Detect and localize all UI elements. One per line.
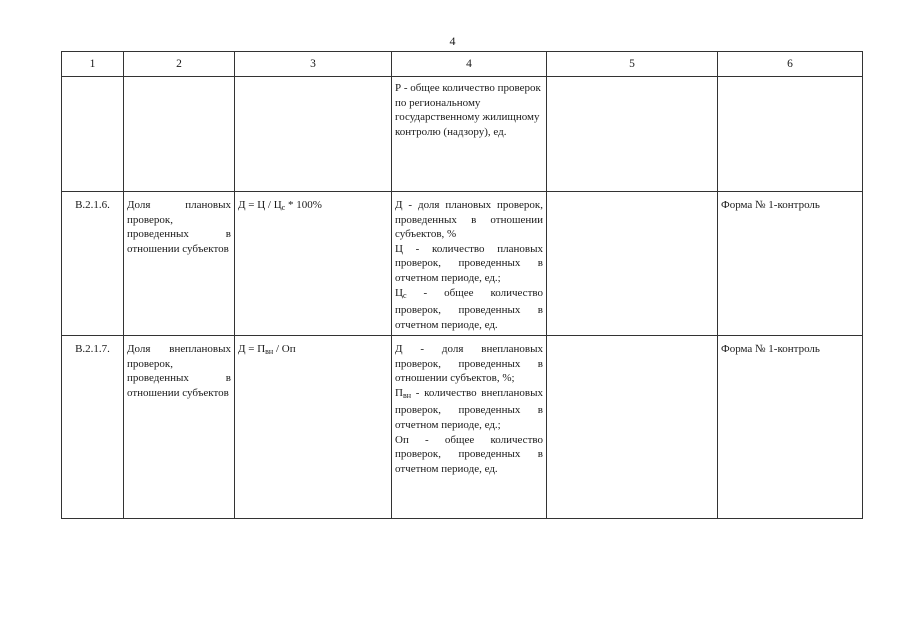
table-row [62,336,863,519]
page-number: 4 [449,34,456,48]
symbol-subscript: с [402,290,407,300]
indicator-formula [235,192,392,336]
table-cell [718,77,863,192]
header-cell: 5 [547,52,718,77]
table-cell [62,77,124,192]
definition-line: Д - доля плановых проверок, проведенных в отношении субъектов, % [395,199,543,241]
header-cell: 4 [392,52,547,77]
table-cell [547,336,718,519]
table-row [62,77,863,192]
table-cell [547,77,718,192]
definition-cell: Р - общее количество проверок по региональному государственному жилищному контролю (надзору), ед. [392,77,547,192]
table-cell [547,192,718,336]
indicators-table [61,51,863,519]
header-cell: 1 [62,52,124,77]
formula-text: / Оп [273,343,296,355]
definition-line [395,286,543,333]
symbol: П [395,386,403,399]
formula-subscript: с [281,203,286,212]
formula-text: * 100% [285,199,322,211]
table-header-row [62,52,863,77]
indicator-code: В.2.1.7. [62,336,124,519]
source-cell: Форма № 1-контроль [718,192,863,336]
formula-text: Д = П [238,343,266,355]
definition-cell [392,192,547,336]
header-cell: 3 [235,52,392,77]
table-row [62,192,863,336]
formula-text: Д = Ц / Ц [238,199,282,211]
header-cell: 6 [718,52,863,77]
header-cell: 2 [124,52,235,77]
symbol: Ц [395,286,403,299]
symbol-subscript: вн [402,390,412,400]
definition-cell [392,336,547,519]
definition-line [395,386,543,433]
definition-text: - количество внеплановых проверок, проведенных в отчетном периоде, ед.; [395,386,543,431]
indicator-name: Доля внеплановых проверок, проведенных в отношении субъектов [124,336,235,519]
definition-line: Д - доля внеплановых проверок, проведенных в отношении субъектов, %; [395,343,543,385]
table-cell [124,77,235,192]
formula-subscript: вн [265,347,274,356]
indicator-code: В.2.1.6. [62,192,124,336]
definition-line: Ц - количество плановых проверок, проведенных в отчетном периоде, ед.; [395,242,543,284]
definition-line: Оп - общее количество проверок, проведенных в отчетном периоде, ед. [395,433,543,475]
indicator-formula [235,336,392,519]
source-cell: Форма № 1-контроль [718,336,863,519]
table-cell [235,77,392,192]
definition-text: - общее количество проверок, проведенных в отчетном периоде, ед. [395,286,543,331]
indicator-name: Доля плановых проверок, проведенных в отношении субъектов [124,192,235,336]
